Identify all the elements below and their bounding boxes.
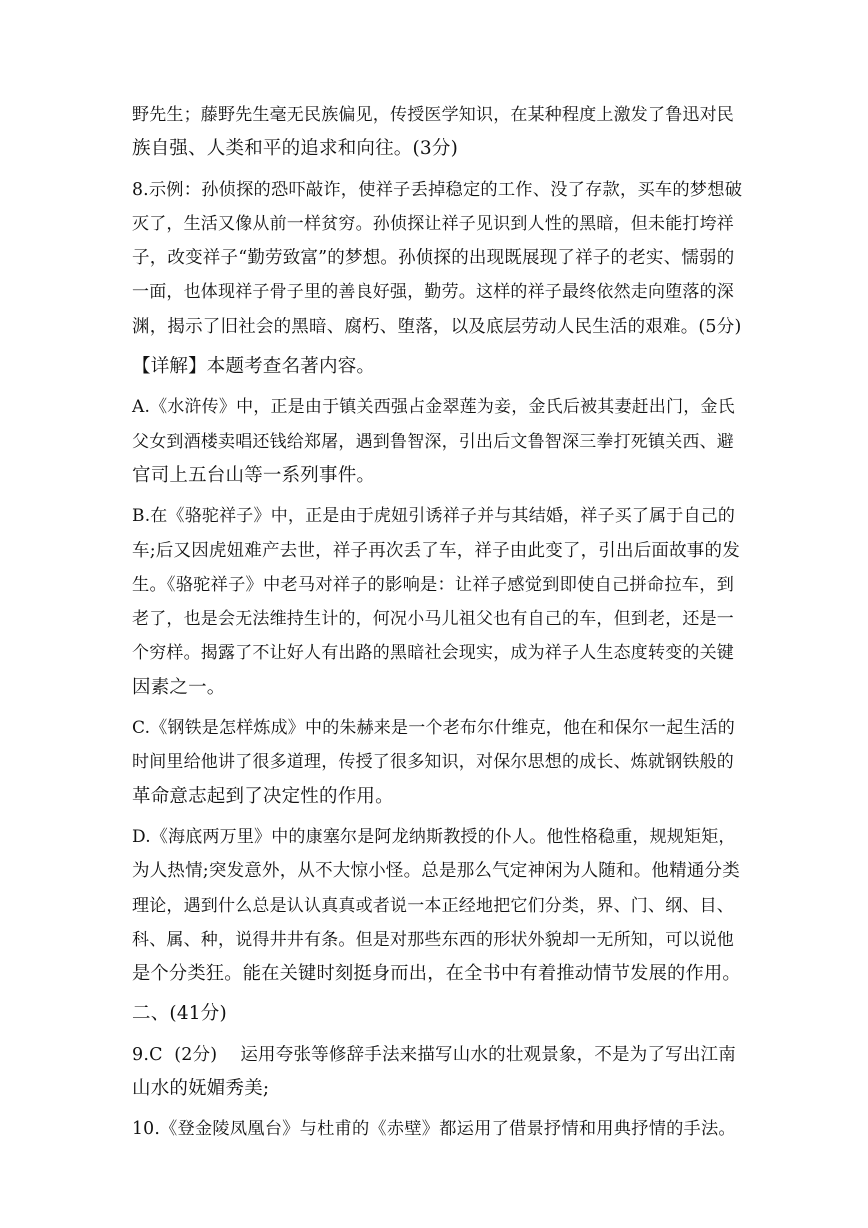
text-line: 野先生；藤野先生毫无民族偏见，传授医学知识，在某种程度上激发了鲁迅对民 (132, 105, 734, 125)
text-line: 8.示例：孙侦探的恐吓敲诈，使祥子丢掉稳定的工作、没了存款，买车的梦想破 (132, 179, 743, 200)
text-line: 9.C (2分) 运用夸张等修辞手法来描写山水的壮观景象，不是为了写出江南 (132, 1044, 736, 1065)
text-line: 族自强、人类和平的追求和向往。(3分) (132, 138, 459, 160)
text-line: 渊，揭示了旧社会的黑暗、腐朽、堕落，以及底层劳动人民生活的艰难。(5分) (132, 316, 742, 337)
text-line: 山水的妩媚秀美; (132, 1078, 270, 1100)
text-line: 是个分类狂。能在关键时刻挺身而出，在全书中有着推动情节发展的作用。 (132, 963, 741, 985)
paragraph-fujino-continued (132, 98, 742, 167)
text-line: 10.《登金陵凤凰台》与杜甫的《赤壁》都运用了借景抒情和用典抒情的手法。 (132, 1119, 736, 1140)
text-line: B.在《骆驼祥子》中，正是由于虎妞引诱祥子并与其结婚，祥子买了属于自己的 (132, 506, 736, 527)
text-line: 时间里给他讲了很多道理，传授了很多知识，对保尔思想的成长、炼就钢铁般的 (132, 752, 734, 773)
section-heading-2 (132, 997, 742, 1031)
text-line: 官司上五台山等一系列事件。 (132, 464, 376, 486)
text-line: 子，改变祥子“勤劳致富”的梦想。孙侦探的出现既展现了祥子的老实、懦弱的 (132, 248, 735, 269)
text-line: 一面，也体现祥子骨子里的善良好强，勤劳。这样的祥子最终依然走向堕落的深 (132, 282, 734, 303)
text-line: 个穷样。揭露了不让好人有出路的黑暗社会现实，成为祥子人生态度转变的关键 (132, 643, 734, 664)
detail-heading: 【详解】本题考查名著内容。 (132, 356, 376, 378)
text-line: 老了，也是会无法维持生计的，何况小马儿祖父也有自己的车，但到老，还是一 (132, 609, 734, 630)
text-line: 车;后又因虎妞难产去世，祥子再次丢了车，祥子由此变了，引出后面故事的发 (132, 540, 740, 561)
text-line: 理论，遇到什么总是认认真真或者说一本正经地把它们分类，界、门、纲、目、 (132, 895, 734, 916)
text-line: 革命意志起到了决定性的作用。 (132, 785, 394, 807)
text-line: 科、属、种，说得井井有条。但是对那些东西的形状外貌却一无所知，可以说他 (132, 929, 734, 950)
section-title: 二、(41分) (132, 1003, 227, 1025)
document-body (132, 98, 742, 1153)
text-line: 生。《骆驼祥子》中老马对祥子的影响是：让祥子感觉到即使自己拼命拉车，到 (132, 574, 735, 595)
paragraph-option-a (132, 390, 742, 493)
text-line: D.《海底两万里》中的康塞尔是阿龙纳斯教授的仆人。他性格稳重，规规矩矩， (132, 826, 736, 847)
text-line: 为人热情;突发意外，从不大惊小怪。总是那么气定神闲为人随和。他精通分类 (132, 861, 740, 882)
text-line: C.《钢铁是怎样炼成》中的朱赫来是一个老布尔什维克，他在和保尔一起生活的 (132, 718, 736, 739)
paragraph-option-b (132, 499, 742, 705)
text-line: A.《水浒传》中，正是由于镇关西强占金翠莲为妾，金氏后被其妻赶出门，金氏 (132, 397, 735, 418)
text-line: 灭了，生活又像从前一样贫穷。孙侦探让祥子见识到人性的黑暗，但未能打垮祥 (132, 213, 734, 234)
paragraph-option-d (132, 820, 742, 991)
paragraph-question-8 (132, 173, 742, 344)
paragraph-question-9 (132, 1038, 742, 1107)
paragraph-detail-heading (132, 350, 742, 384)
text-line: 因素之一。 (132, 676, 226, 698)
paragraph-question-10 (132, 1112, 742, 1146)
text-line: 父女到酒楼卖唱还钱给郑屠，遇到鲁智深，引出后文鲁智深三拳打死镇关西、避 (132, 431, 734, 452)
paragraph-option-c (132, 711, 742, 814)
